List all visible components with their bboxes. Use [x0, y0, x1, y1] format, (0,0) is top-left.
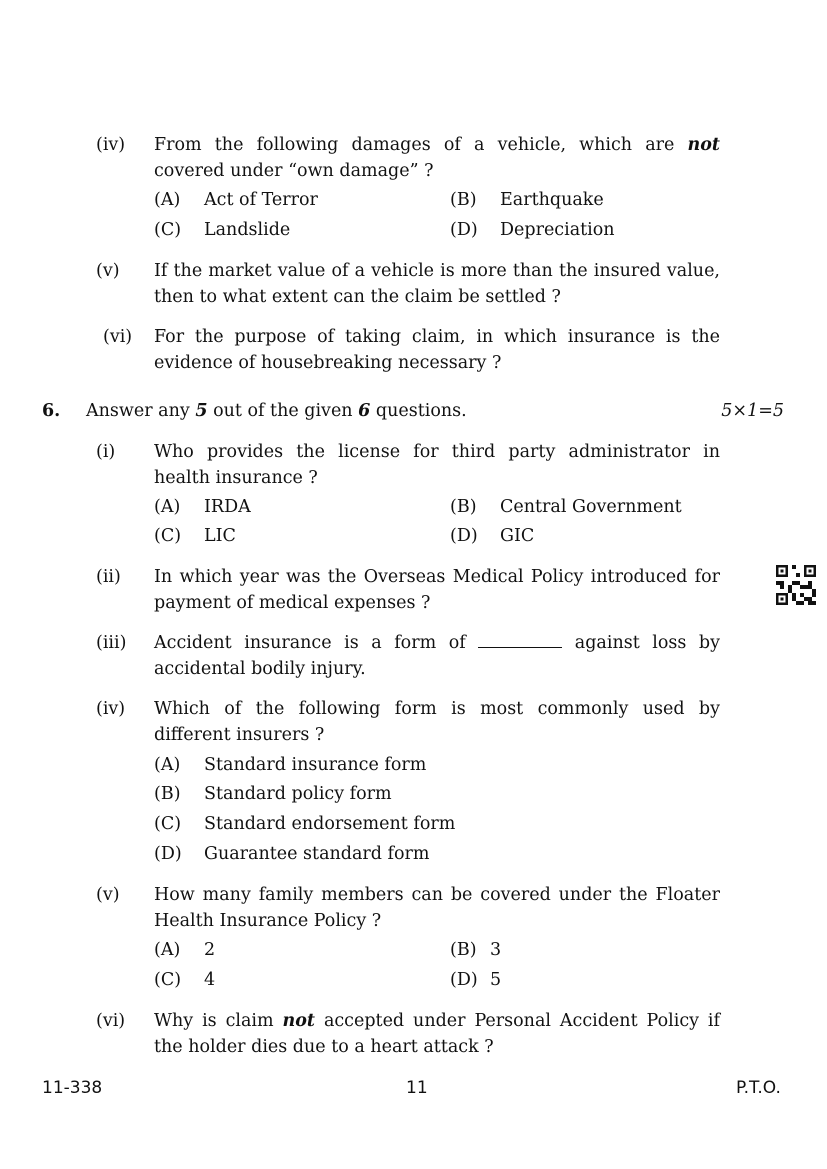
page-number: 11 — [406, 1078, 428, 1098]
question-number: (vi) — [103, 327, 133, 347]
question-text: For the purpose of taking claim, in which insurance is the evidence of housebreaking necessary ? — [154, 327, 720, 373]
question-number: (v) — [96, 261, 120, 281]
option-d: (D) Depreciation — [450, 220, 615, 240]
option-c: (C) Standard endorsement form — [154, 814, 456, 834]
fill-in-blank — [478, 631, 562, 648]
emphasis: not — [687, 135, 720, 155]
question-6-vi — [96, 1008, 720, 1060]
question-number: (iv) — [96, 135, 126, 155]
question-number: (iii) — [96, 633, 127, 653]
option-c: (C) Landslide — [154, 220, 291, 240]
question-text: Who provides the license for third party administrator in health insurance ? — [154, 442, 720, 488]
option-d: (D) GIC — [450, 526, 535, 546]
option-b: (B) Earthquake — [450, 190, 604, 210]
question-6-v — [96, 882, 720, 934]
question-number: (vi) — [96, 1011, 126, 1031]
question-number: (ii) — [96, 567, 121, 587]
question-6-number: 6. — [42, 401, 61, 421]
question-6-iii — [96, 630, 720, 682]
question-text: Which of the following form is most commonly used by different insurers ? — [154, 699, 720, 745]
option-a: (A) Act of Terror — [154, 190, 318, 210]
option-d: (D) Guarantee standard form — [154, 844, 430, 864]
question-text: Accident insurance is a form of against loss by accidental bodily injury. — [154, 633, 721, 679]
option-c: (C) LIC — [154, 526, 236, 546]
question-6-iv — [96, 696, 720, 748]
pto-label: P.T.O. — [736, 1078, 781, 1098]
question-5-iv — [96, 132, 720, 184]
option-b: (B) 3 — [450, 940, 502, 960]
question-6-instruction: Answer any 5 out of the given 6 questions. — [86, 401, 467, 421]
question-number: (v) — [96, 885, 120, 905]
option-a: (A) 2 — [154, 940, 216, 960]
question-text: How many family members can be covered under the Floater Health Insurance Policy ? — [154, 885, 720, 931]
question-text: From the following damages of a vehicle, which are not covered under “own damage” ? — [154, 135, 720, 181]
question-text: If the market value of a vehicle is more than the insured value, then to what extent can the claim be settled ? — [154, 261, 720, 307]
option-a: (A) Standard insurance form — [154, 755, 427, 775]
emphasis: not — [282, 1011, 316, 1031]
question-text: Why is claim not accepted under Personal Accident Policy if the holder dies due to a heart attack ? — [154, 1011, 721, 1057]
option-b: (B) Standard policy form — [154, 784, 392, 804]
question-5-vi — [96, 324, 720, 376]
option-b: (B) Central Government — [450, 497, 682, 517]
option-d: (D) 5 — [450, 970, 502, 990]
question-5-v — [96, 258, 720, 310]
question-6-i — [96, 439, 720, 491]
question-6-ii — [96, 564, 720, 616]
question-number: (i) — [96, 442, 116, 462]
marks-allotment: 5×1=5 — [721, 401, 784, 421]
option-a: (A) IRDA — [154, 497, 251, 517]
qr-code-icon — [776, 565, 816, 605]
paper-code: 11-338 — [42, 1078, 103, 1098]
question-number: (iv) — [96, 699, 126, 719]
option-c: (C) 4 — [154, 970, 216, 990]
question-text: In which year was the Overseas Medical Policy introduced for payment of medical expenses ? — [154, 567, 720, 613]
